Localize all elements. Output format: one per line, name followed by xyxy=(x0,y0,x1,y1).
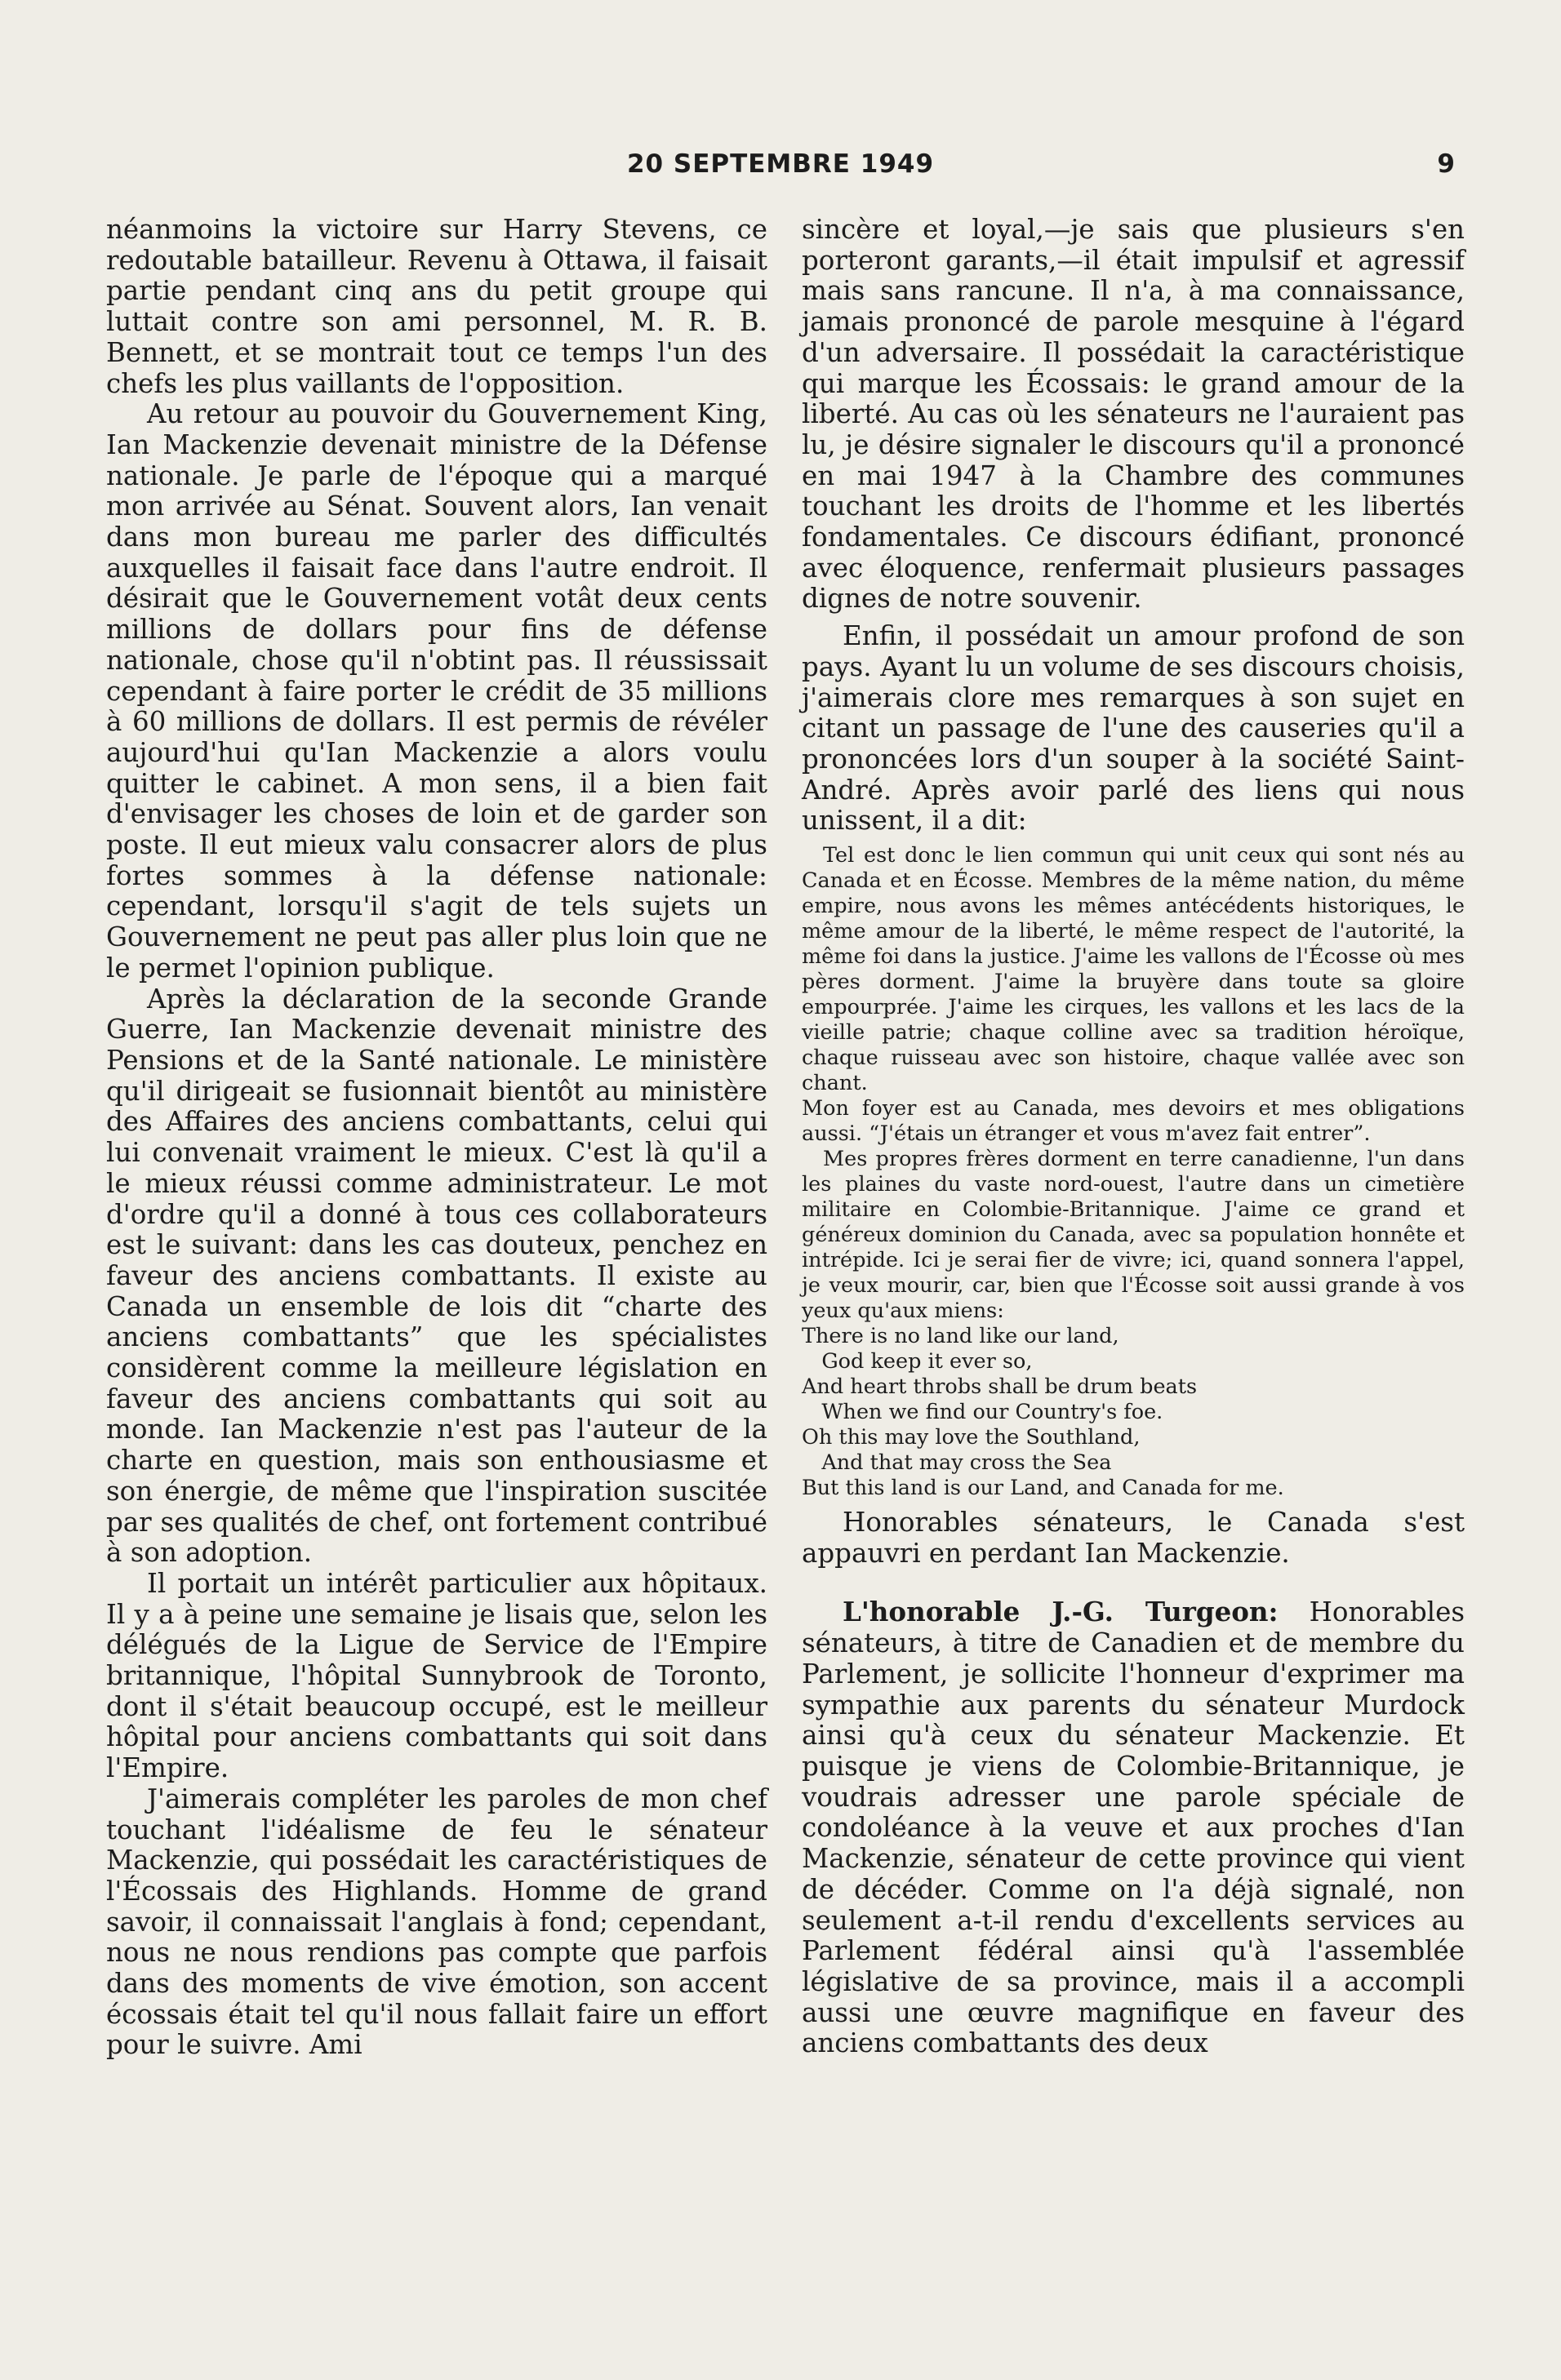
poem-line: And that may cross the Sea xyxy=(802,1450,1112,1476)
quotation-paragraph: Mon foyer est au Canada, mes devoirs et mes obligations aussi. “J'étais un étranger et vous m'avez fait entrer”. xyxy=(802,1096,1465,1147)
page-number: 9 xyxy=(1437,149,1455,179)
paragraph: J'aimerais compléter les paroles de mon chef touchant l'idéalisme de feu le sénateur Mackenzie, qui possédait les caractéristiques de l'Écossais des Highlands. Homme de grand savoir, il connaissait l'anglais à fond; cependant, nous ne nous rendions pas compte que parfois dans des moments de vive émotion, son accent écossais était tel qu'il nous fallait faire un effort pour le suivre. Ami xyxy=(106,1783,767,2061)
poem xyxy=(802,1324,1465,1501)
page-date-title: 20 SEPTEMBRE 1949 xyxy=(626,149,935,179)
poem-line: But this land is our Land, and Canada for me. xyxy=(802,1476,1284,1501)
poem-line: There is no land like our land, xyxy=(802,1324,1119,1349)
paragraph: Après la déclaration de la seconde Grande Guerre, Ian Mackenzie devenait ministre des Pensions et de la Santé nationale. Le ministère qu'il dirigeait se fusionnait bientôt au ministère des Affaires des anciens combattants, celui qui lui convenait vraiment le mieux. C'est là qu'il a le mieux réussi comme administrateur. Le mot d'ordre qu'il a donné à tous ces collaborateurs est le suivant: dans les cas douteux, penchez en faveur des anciens combattants. Il existe au Canada un ensemble de lois dit “charte des anciens combattants” que les spécialistes considèrent comme la meilleure législation en faveur des anciens combattants qui soit au monde. Ian Mackenzie n'est pas l'auteur de la charte en question, mais son enthousiasme et son énergie, de même que l'inspiration suscitée par ses qualités de chef, ont fortement contribué à son adoption. xyxy=(106,983,767,1569)
paragraph: Au retour au pouvoir du Gouvernement King, Ian Mackenzie devenait ministre de la Défense nationale. Je parle de l'époque qui a marqué mon arrivée au Sénat. Souvent alors, Ian venait dans mon bureau me parler des difficultés auxquelles il faisait face dans l'autre endroit. Il désirait que le Gouvernement votât deux cents millions de dollars pour fins de défense nationale, chose qu'il n'obtint pas. Il réussissait cependant à faire porter le crédit de 35 millions à 60 millions de dollars. Il est permis de révéler aujourd'hui qu'Ian Mackenzie a alors voulu quitter le cabinet. A mon sens, il a bien fait d'envisager les choses de loin et de garder son poste. Il eut mieux valu consacrer alors de plus fortes sommes à la défense nationale: cependant, lorsqu'il s'agit de tels sujets un Gouvernement ne peut pas aller plus loin que ne le permet l'opinion publique. xyxy=(106,398,767,984)
poem-line: When we find our Country's foe. xyxy=(802,1400,1163,1425)
paragraph: Enfin, il possédait un amour profond de son pays. Ayant lu un volume de ses discours choisis, j'aimerais clore mes remarques à son sujet en citant un passage de l'une des causeries qu'il a prononcées lors d'un souper à la société Saint-André. Après avoir parlé des liens qui nous unissent, il a dit: xyxy=(802,620,1465,837)
paragraph: néanmoins la victoire sur Harry Stevens, ce redoutable batailleur. Revenu à Ottawa, il faisait partie pendant cinq ans du petit groupe qui luttait contre son ami personnel, M. R. B. Bennett, et se montrait tout ce temps l'un des chefs les plus vaillants de l'opposition. xyxy=(106,214,767,399)
poem-line: And heart throbs shall be drum beats xyxy=(802,1374,1198,1400)
quotation-block xyxy=(802,843,1465,1501)
paragraph: Honorables sénateurs, le Canada s'est appauvri en perdant Ian Mackenzie. xyxy=(802,1507,1465,1569)
poem-line: Oh this may love the Southland, xyxy=(802,1425,1141,1450)
speaker-name: L'honorable J.-G. Turgeon: xyxy=(843,1596,1279,1628)
speech-paragraph xyxy=(802,1596,1465,2059)
speech-text: Honorables sénateurs, à titre de Canadien et de membre du Parlement, je sollicite l'honneur d'exprimer ma sympathie aux parents du sénateur Murdock ainsi qu'à ceux du sénateur Mackenzie. Et puisque je viens de Colombie-Britannique, je voudrais adresser une parole spéciale de condoléance à la veuve et aux proches d'Ian Mackenzie, sénateur de cette province qui vient de décéder. Comme on l'a déjà signalé, non seulement a-t-il rendu d'excellents services au Parlement fédéral ainsi qu'à l'assemblée législative de sa province, mais il a accompli aussi une œuvre magnifique en faveur des anciens combattants des deux xyxy=(802,1596,1465,2059)
right-column xyxy=(802,215,1465,2059)
quotation-paragraph: Mes propres frères dorment en terre canadienne, l'un dans les plaines du vaste nord-ouest, l'autre dans un cimetière militaire en Colombie-Britannique. J'aime ce grand et généreux dominion du Canada, avec sa population honnête et intrépide. Ici je serai fier de vivre; ici, quand sonnera l'appel, je veux mourir, car, bien que l'Écosse soit aussi grande à vos yeux qu'aux miens: xyxy=(802,1147,1465,1324)
page-header xyxy=(0,149,1561,190)
left-column xyxy=(106,215,767,2061)
paragraph: Il portait un intérêt particulier aux hôpitaux. Il y a à peine une semaine je lisais que, selon les délégués de la Ligue de Service de l'Empire britannique, l'hôpital Sunnybrook de Toronto, dont il s'était beaucoup occupé, est le meilleur hôpital pour anciens combattants qui soit dans l'Empire. xyxy=(106,1567,767,1784)
paragraph: sincère et loyal,—je sais que plusieurs s'en porteront garants,—il était impulsif et agressif mais sans rancune. Il n'a, à ma connaissance, jamais prononcé de parole mesquine à l'égard d'un adversaire. Il possédait la caractéristique qui marque les Écossais: le grand amour de la liberté. Au cas où les sénateurs ne l'auraient pas lu, je désire signaler le discours qu'il a prononcé en mai 1947 à la Chambre des communes touchant les droits de l'homme et les libertés fondamentales. Ce discours édifiant, prononcé avec éloquence, renfermait plusieurs passages dignes de notre souvenir. xyxy=(802,214,1465,615)
quotation-paragraph: Tel est donc le lien commun qui unit ceux qui sont nés au Canada et en Écosse. Membres de la même nation, du même empire, nous avons les mêmes antécédents historiques, le même amour de la liberté, le même respect de l'autorité, la même foi dans la justice. J'aime les vallons de l'Écosse où mes pères dorment. J'aime la bruyère dans toute sa gloire empourprée. J'aime les cirques, les vallons et les lacs de la vieille patrie; chaque colline avec sa tradition héroïque, chaque ruisseau avec son histoire, chaque vallée avec son chant. xyxy=(802,843,1465,1096)
poem-line: God keep it ever so, xyxy=(802,1349,1033,1374)
